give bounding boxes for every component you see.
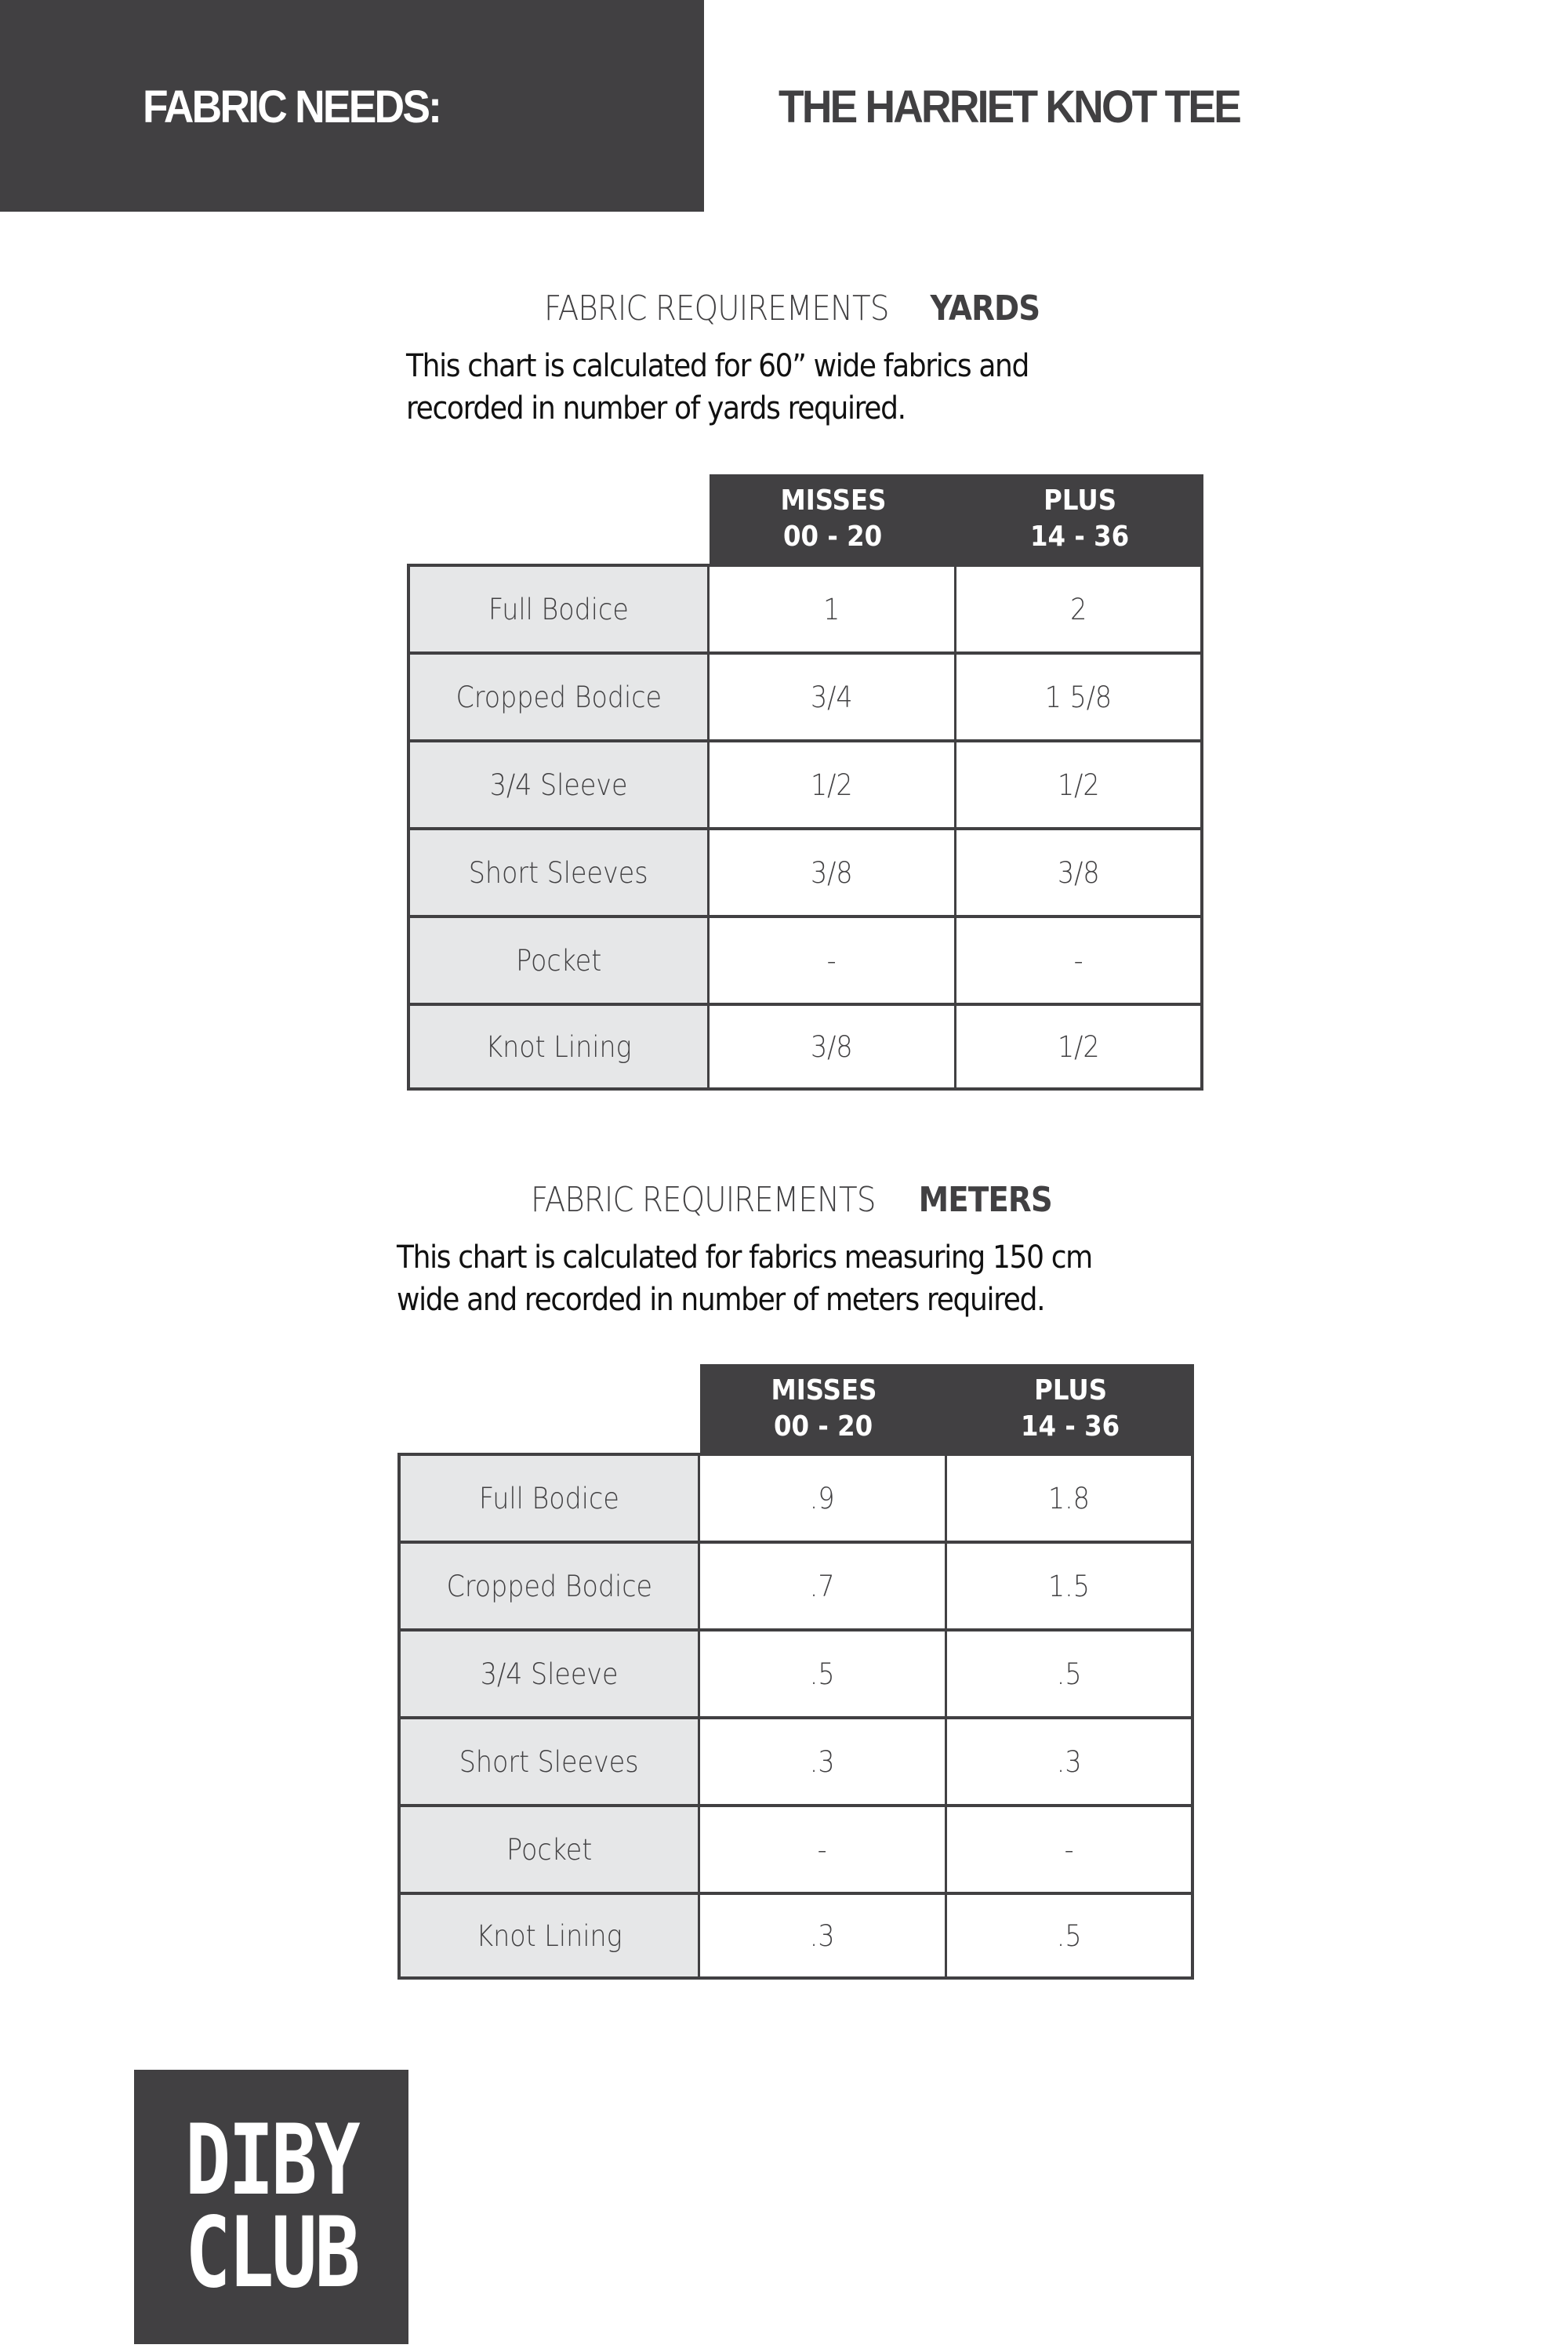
column-header-name: PLUS xyxy=(1044,485,1116,517)
column-header-misses xyxy=(700,1364,947,1453)
value-cell-misses xyxy=(710,655,956,742)
row-label: Full Bodice xyxy=(488,592,629,626)
value-cell-misses xyxy=(700,1719,947,1807)
row-label-cell xyxy=(410,1006,710,1087)
value-cell-plus xyxy=(956,830,1200,918)
row-label: Short Sleeves xyxy=(459,1744,639,1779)
row-label-cell xyxy=(401,1807,700,1895)
cell-value: 1.8 xyxy=(1048,1481,1090,1515)
value-cell-plus xyxy=(956,567,1200,655)
meters-description-line1: This chart is calculated for fabrics measuring 150 cm xyxy=(397,1240,1092,1276)
value-cell-plus xyxy=(947,1719,1191,1807)
value-cell-plus xyxy=(947,1456,1191,1544)
cell-value: .7 xyxy=(810,1569,835,1603)
yards-title-unit: YARDS xyxy=(930,289,1040,328)
column-header-name: MISSES xyxy=(779,485,886,517)
row-label: 3/4 Sleeve xyxy=(489,768,628,802)
meters-title-prefix: FABRIC REQUIREMENTS xyxy=(530,1180,876,1220)
meters-description-line2: wide and recorded in number of meters required. xyxy=(397,1282,1045,1318)
cell-value: .3 xyxy=(810,1918,835,1953)
meters-title-unit: METERS xyxy=(918,1180,1052,1220)
page-title: THE HARRIET KNOT TEE xyxy=(779,82,1240,132)
logo-line-1: DIBY xyxy=(184,2104,358,2217)
yards-table-body xyxy=(407,564,1203,1091)
diby-club-logo xyxy=(134,2070,408,2344)
value-cell-plus xyxy=(947,1544,1191,1632)
cell-value: 1/2 xyxy=(811,768,853,802)
column-header-name: PLUS xyxy=(1034,1374,1107,1406)
cell-value: .9 xyxy=(810,1481,835,1515)
yards-description-line2: recorded in number of yards required. xyxy=(406,390,906,426)
value-cell-misses xyxy=(710,567,956,655)
value-cell-misses xyxy=(710,830,956,918)
value-cell-plus xyxy=(956,655,1200,742)
logo-line-2: CLUB xyxy=(184,2197,358,2310)
value-cell-plus xyxy=(947,1632,1191,1719)
cell-value: .5 xyxy=(810,1657,835,1691)
header-label: FABRIC NEEDS: xyxy=(143,82,441,132)
row-label: Knot Lining xyxy=(476,1918,622,1953)
column-header-plus xyxy=(956,474,1203,564)
row-label: Cropped Bodice xyxy=(446,1569,652,1603)
value-cell-misses xyxy=(700,1632,947,1719)
row-label-cell xyxy=(401,1895,700,1976)
header-banner xyxy=(0,0,704,212)
cell-value: - xyxy=(817,1832,828,1867)
row-label-cell xyxy=(401,1544,700,1632)
value-cell-plus xyxy=(956,918,1200,1006)
row-label-cell xyxy=(410,655,710,742)
row-label-cell xyxy=(410,567,710,655)
cell-value: - xyxy=(1073,943,1083,978)
row-label-cell xyxy=(410,742,710,830)
column-header-range: 00 - 20 xyxy=(783,521,883,553)
value-cell-misses xyxy=(700,1544,947,1632)
cell-value: - xyxy=(1064,1832,1074,1867)
cell-value: .5 xyxy=(1056,1657,1082,1691)
value-cell-plus xyxy=(956,742,1200,830)
row-label: Cropped Bodice xyxy=(456,680,662,714)
yards-description-line1: This chart is calculated for 60” wide fabrics and xyxy=(406,348,1029,384)
value-cell-plus xyxy=(947,1895,1191,1976)
cell-value: 2 xyxy=(1069,592,1087,626)
cell-value: 1.5 xyxy=(1048,1569,1090,1603)
value-cell-misses xyxy=(700,1807,947,1895)
cell-value: 1/2 xyxy=(1057,768,1100,802)
row-label: Short Sleeves xyxy=(469,855,648,890)
column-header-range: 14 - 36 xyxy=(1021,1410,1120,1443)
cell-value: 3/8 xyxy=(1057,855,1100,890)
row-label-cell xyxy=(410,918,710,1006)
cell-value: 1/2 xyxy=(1057,1029,1100,1064)
row-label: Pocket xyxy=(515,943,602,978)
column-header-range: 00 - 20 xyxy=(774,1410,873,1443)
cell-value: 3/8 xyxy=(811,1029,853,1064)
column-header-plus xyxy=(947,1364,1194,1453)
value-cell-misses xyxy=(700,1895,947,1976)
row-label-cell xyxy=(401,1456,700,1544)
row-label-cell xyxy=(401,1632,700,1719)
value-cell-misses xyxy=(710,918,956,1006)
column-header-misses xyxy=(710,474,956,564)
cell-value: .3 xyxy=(810,1744,835,1779)
cell-value: - xyxy=(826,943,837,978)
row-label: Knot Lining xyxy=(485,1029,632,1064)
cell-value: 3/8 xyxy=(811,855,853,890)
value-cell-plus xyxy=(956,1006,1200,1087)
meters-description xyxy=(397,1236,1092,1321)
meters-section-title xyxy=(0,1180,1568,1220)
row-label-cell xyxy=(401,1719,700,1807)
column-header-name: MISSES xyxy=(770,1374,877,1406)
yards-section-title xyxy=(0,289,1568,328)
value-cell-misses xyxy=(710,1006,956,1087)
row-label-cell xyxy=(410,830,710,918)
cell-value: .5 xyxy=(1056,1918,1082,1953)
value-cell-plus xyxy=(947,1807,1191,1895)
yards-title-prefix: FABRIC REQUIREMENTS xyxy=(544,289,889,328)
row-label: 3/4 Sleeve xyxy=(480,1657,619,1691)
value-cell-misses xyxy=(700,1456,947,1544)
yards-description xyxy=(406,345,1029,430)
value-cell-misses xyxy=(710,742,956,830)
cell-value: .3 xyxy=(1056,1744,1082,1779)
cell-value: 1 xyxy=(823,592,840,626)
cell-value: 1 5/8 xyxy=(1044,680,1112,714)
row-label: Full Bodice xyxy=(479,1481,619,1515)
meters-table-body xyxy=(397,1453,1194,1980)
row-label: Pocket xyxy=(506,1832,593,1867)
cell-value: 3/4 xyxy=(811,680,853,714)
column-header-range: 14 - 36 xyxy=(1030,521,1130,553)
